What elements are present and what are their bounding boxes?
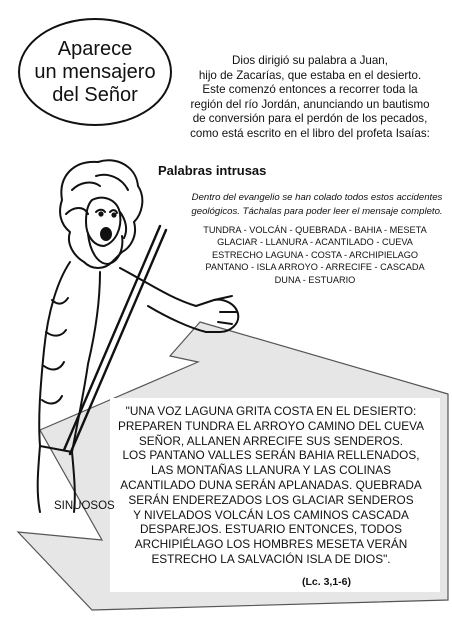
gospel-passage bbox=[112, 404, 430, 567]
passage-line: Y NIVELADOS VOLCÁN LOS CAMINOS CASCADA bbox=[133, 507, 409, 522]
intro-line: Dios dirigió su palabra a Juan, bbox=[232, 54, 388, 67]
word-list-line: TUNDRA - VOLCÁN - QUEBRADA - BAHIA - MESETA bbox=[203, 225, 427, 235]
intruder-word-list bbox=[180, 224, 450, 286]
passage-line: PREPAREN TUNDRA EL ARROYO CAMINO DEL CUEVA bbox=[118, 418, 424, 433]
word-list-line: DUNA - ESTUARIO bbox=[274, 274, 356, 285]
passage-line: ACANTILADO DUNA SERÁN APLANADAS. QUEBRADA bbox=[120, 477, 422, 492]
figure-eye-right bbox=[112, 213, 115, 216]
word-list-line: GLACIAR - LLANURA - ACANTILADO - CUEVA bbox=[217, 237, 413, 248]
passage-line: LAS MONTAÑAS LLANURA Y LAS COLINAS bbox=[151, 463, 391, 478]
title-line-2: un mensajero bbox=[34, 60, 156, 83]
intro-line: Este comenzó entonces a recorrer toda la bbox=[202, 83, 418, 97]
intro-line: como está escrito en el libro del profeta Isaías: bbox=[190, 126, 430, 140]
passage-line: LOS PANTANO VALLES SERÁN BAHIA RELLENADOS, bbox=[122, 448, 420, 463]
word-list-line: ESTRECHO LAGUNA - COSTA - ARCHIPIELAGO bbox=[211, 249, 419, 260]
intro-line: región del río Jordán, anunciando un bautismo bbox=[190, 97, 430, 111]
instruction-line: geológicos. Táchalas para poder leer el mensaje completo. bbox=[191, 206, 443, 217]
passage-line: SEÑOR, ALLANEN ARRECIFE SUS SENDEROS. bbox=[138, 433, 404, 448]
passage-line: ARCHIPIÉLAGO LOS HOMBRES MESETA VERÁN bbox=[134, 537, 408, 552]
bible-citation: (Lc. 3,1-6) bbox=[302, 576, 352, 588]
passage-line: SERÁN ENDEREZADOS LOS GLACIAR SENDEROS bbox=[128, 492, 414, 507]
word-list-line: PANTANO - ISLA ARROYO - ARRECIFE - CASCADA bbox=[205, 262, 425, 273]
passage-side-word: SINUOSOS bbox=[54, 500, 115, 512]
figure-garment-fur bbox=[42, 298, 68, 403]
title-line-3: del Señor bbox=[52, 83, 138, 106]
intro-paragraph bbox=[176, 54, 444, 142]
intro-line: hijo de Zacarías, que estaba en el desierto. bbox=[198, 68, 422, 82]
title-line-1: Aparece bbox=[57, 37, 133, 60]
title-oval bbox=[18, 18, 172, 126]
passage-line: ESTRECHO LA SALVACIÓN ISLA DE DIOS". bbox=[151, 551, 391, 566]
activity-instructions bbox=[186, 191, 448, 219]
figure-eye-left bbox=[99, 212, 102, 215]
instruction-line: Dentro del evangelio se han colado todos estos accidentes bbox=[191, 192, 443, 203]
figure-mouth bbox=[101, 228, 111, 240]
passage-line: DESPAREJOS. ESTUARIO ENTONCES, TODOS bbox=[140, 522, 402, 537]
passage-line: "UNA VOZ LAGUNA GRITA COSTA EN EL DESIERTO: bbox=[125, 404, 417, 418]
intro-line: de conversión para el perdón de los pecados, bbox=[192, 112, 428, 126]
activity-title: Palabras intrusas bbox=[158, 163, 267, 178]
